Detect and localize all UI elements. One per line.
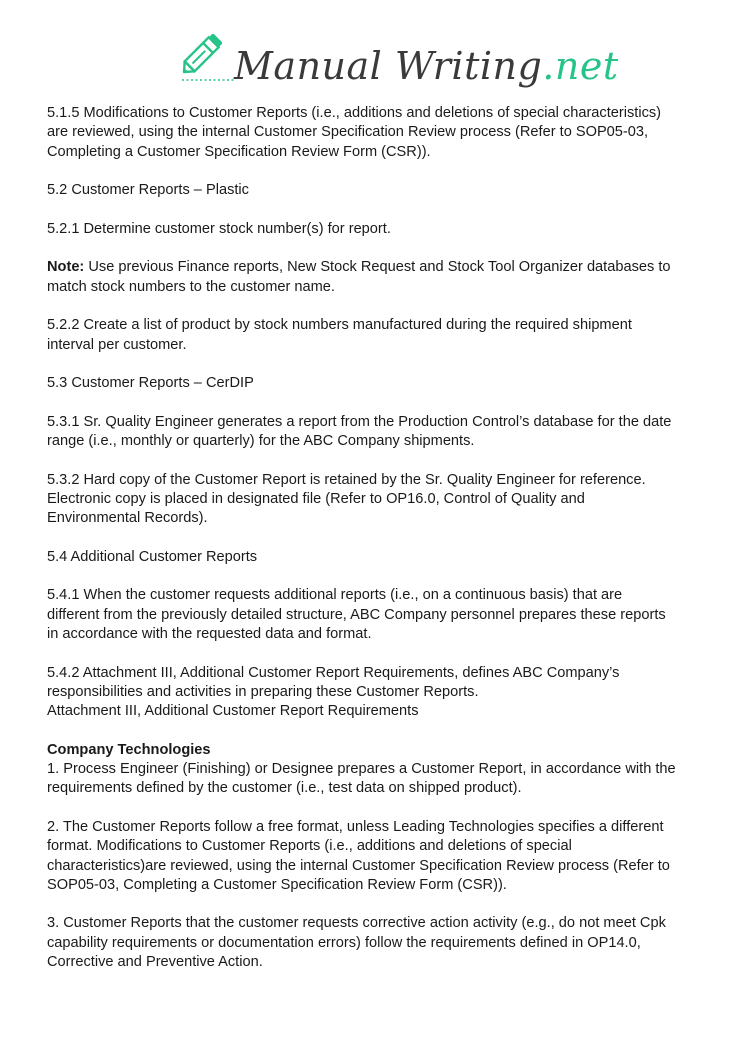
text-line: characteristics)are reviewed, using the internal Customer Specification Review process (Refer to: [47, 857, 670, 874]
text-line: SOP05-03, Completing a Customer Specification Review Form (CSR)).: [47, 876, 507, 893]
paragraph-5-4-1: [47, 586, 697, 644]
text-line: different from the previously detailed structure, ABC Company personnel prepares these reports: [47, 606, 666, 623]
logo-wordmark: [234, 44, 619, 88]
text-line: Environmental Records).: [47, 510, 208, 527]
text-line: requirements defined by the customer (i.e., test data on shipped product).: [47, 780, 522, 797]
text-line: 5.3.1 Sr. Quality Engineer generates a report from the Production Control’s database for the date: [47, 413, 672, 430]
note-paragraph: [47, 258, 697, 297]
paragraph-5-4-2: [47, 664, 697, 722]
paragraph-5-3-2: [47, 471, 697, 529]
text-line: Corrective and Preventive Action.: [47, 954, 263, 971]
text-line: Completing a Customer Specification Review Form (CSR)).: [47, 143, 431, 160]
text-line: Attachment III, Additional Customer Report Requirements: [47, 703, 419, 720]
list-item-1: [47, 760, 697, 799]
company-heading: Company Technologies: [47, 741, 211, 758]
text-line: interval per customer.: [47, 336, 187, 353]
text-line: Electronic copy is placed in designated file (Refer to OP16.0, Control of Quality and: [47, 490, 585, 507]
pencil-icon: [178, 22, 238, 86]
text-line: responsibilities and activities in preparing these Customer Reports.: [47, 683, 479, 700]
text-line: are reviewed, using the internal Customer Specification Review process (Refer to SOP05-03,: [47, 124, 649, 141]
heading-5-4: 5.4 Additional Customer Reports: [47, 548, 258, 565]
text-line: 5.3.2 Hard copy of the Customer Report is retained by the Sr. Quality Engineer for reference.: [47, 471, 646, 488]
paragraph-5-2-1: 5.2.1 Determine customer stock number(s) for report.: [47, 220, 391, 237]
site-logo[interactable]: [178, 22, 619, 94]
text-line: format. Modifications to Customer Reports (i.e., additions and deletions of special: [47, 838, 572, 855]
text-line: 5.2.2 Create a list of product by stock numbers manufactured during the required shipment: [47, 317, 632, 334]
text-line: [47, 258, 697, 277]
note-text: Use previous Finance reports, New Stock Request and Stock Tool Organizer databases to: [84, 259, 671, 276]
logo-name: Manual Writing: [234, 44, 543, 88]
text-line: range (i.e., monthly or quarterly) for the ABC Company shipments.: [47, 433, 475, 450]
note-label: Note:: [47, 259, 85, 276]
text-line: match stock numbers to the customer name.: [47, 278, 335, 295]
heading-5-2: 5.2 Customer Reports – Plastic: [47, 182, 249, 199]
paragraph-5-2-2: [47, 316, 697, 355]
text-line: 5.4.2 Attachment III, Additional Customer Report Requirements, defines ABC Company’s: [47, 664, 620, 681]
text-line: in accordance with the requested data and format.: [47, 626, 372, 643]
document-body: [47, 104, 697, 992]
list-item-3: [47, 914, 697, 972]
paragraph-5-1-5: [47, 104, 697, 162]
text-line: capability requirements or documentation errors) follow the requirements defined in OP14.0,: [47, 934, 641, 951]
text-line: 2. The Customer Reports follow a free format, unless Leading Technologies specifies a different: [47, 818, 664, 835]
heading-5-3: 5.3 Customer Reports – CerDIP: [47, 375, 254, 392]
text-line: 5.1.5 Modifications to Customer Reports (i.e., additions and deletions of special characteristics): [47, 105, 662, 121]
text-line: 1. Process Engineer (Finishing) or Designee prepares a Customer Report, in accordance with the: [47, 761, 676, 778]
paragraph-5-3-1: [47, 413, 697, 452]
text-line: 5.4.1 When the customer requests additional reports (i.e., on a continuous basis) that are: [47, 587, 623, 604]
logo-tld: .net: [542, 44, 619, 88]
list-item-2: [47, 818, 697, 895]
text-line: 3. Customer Reports that the customer requests corrective action activity (e.g., do not meet Cpk: [47, 915, 666, 932]
